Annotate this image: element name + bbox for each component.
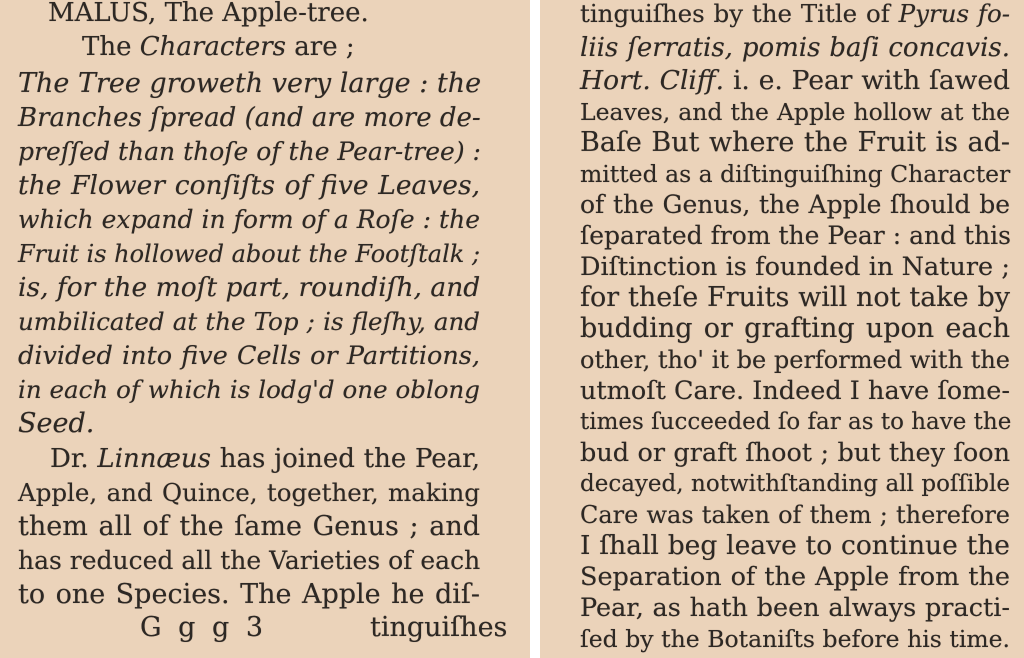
text-line: Diſtinction is founded in Nature ; bbox=[580, 252, 1010, 282]
characters-heading-suffix: are ; bbox=[286, 32, 355, 62]
author-name: Linnæus bbox=[97, 444, 212, 474]
description-line: Fruit is hollowed about the Footſtalk ; bbox=[18, 240, 481, 268]
text-line: times ſucceeded ſo far as to have the bbox=[580, 409, 1012, 435]
entry-title: MALUS, The Apple-tree. bbox=[48, 0, 369, 28]
text-line: for theſe Fruits will not take by bbox=[580, 282, 1010, 313]
text-line: other, tho' it be performed with the bbox=[580, 346, 1010, 374]
paragraph-line: Apple, and Quince, together, making bbox=[18, 478, 480, 507]
text-line: decayed, notwithſtanding all poſſible bbox=[580, 471, 1010, 497]
latin-title-part: Pyrus fo- bbox=[898, 0, 1010, 28]
text-line: Pear, as hath been always practi- bbox=[580, 593, 1010, 623]
text-line: bud or graft ſhoot ; but they ſoon bbox=[580, 438, 1010, 468]
paragraph-line-prefix: Dr. bbox=[50, 444, 98, 474]
text-line: mitted as a diſtinguiſhing Character bbox=[580, 160, 1011, 188]
text-line-prefix: tinguiſhes by the Title of bbox=[580, 0, 899, 28]
text-line: liis ſerratis, pomis baſi concavis. bbox=[580, 33, 1010, 63]
text-line: Baſe But where the Fruit is ad- bbox=[580, 127, 1010, 158]
description-line: divided into five Cells or Partitions, bbox=[18, 341, 480, 371]
description-line: umbilicated at the Top ; is fleſhy, and bbox=[18, 307, 480, 336]
description-line: the Flower conſiſts of five Leaves, bbox=[18, 170, 480, 201]
characters-heading-italic: Characters bbox=[139, 32, 286, 62]
page-gutter bbox=[530, 0, 540, 658]
description-line: in each of which is lodg'd one oblong bbox=[18, 375, 480, 404]
description-line: Branches ſpread (and are more de- bbox=[18, 103, 481, 133]
text-line bbox=[580, 65, 1010, 97]
description-line: Seed. bbox=[18, 408, 95, 439]
paragraph-line: has reduced all the Varieties of each bbox=[18, 546, 481, 575]
characters-heading-prefix: The bbox=[82, 32, 140, 62]
paragraph-line-suffix: has joined the Pear, bbox=[211, 444, 480, 474]
text-line: of the Genus, the Apple ſhould be bbox=[580, 190, 1010, 219]
description-line: which expand in form of a Roſe : the bbox=[18, 205, 480, 234]
text-line: budding or grafting upon each bbox=[580, 313, 1010, 344]
description-line: The Tree groweth very large : the bbox=[18, 68, 482, 99]
signature-mark: G g g 3 bbox=[140, 612, 268, 643]
text-line: Separation of the Apple from the bbox=[580, 562, 1010, 592]
text-line-suffix: i. e. Pear with ſawed bbox=[724, 65, 1010, 96]
description-line: preſſed than thoſe of the Pear-tree) : bbox=[18, 137, 481, 166]
catchword: tinguiſhes bbox=[370, 612, 508, 643]
paragraph-line: to one Species. The Apple he diſ- bbox=[18, 579, 480, 610]
text-line: I ſhall beg leave to continue the bbox=[580, 530, 1010, 561]
text-line: utmoſt Care. Indeed I have ſome- bbox=[580, 376, 1010, 406]
text-line: Leaves, and the Apple hollow at the bbox=[580, 98, 1010, 126]
paragraph-line bbox=[50, 443, 480, 475]
paragraph-line: them all of the ſame Genus ; and bbox=[18, 511, 480, 542]
text-line: Care was taken of them ; therefore bbox=[580, 501, 1010, 529]
text-line bbox=[580, 0, 1010, 30]
description-line: is, for the moſt part, roundiſh, and bbox=[18, 272, 481, 303]
text-line: ſeparated from the Pear : and this bbox=[580, 221, 1011, 250]
text-line: ſed by the Botaniſts before his time. bbox=[580, 625, 1010, 653]
characters-heading bbox=[82, 31, 355, 63]
citation: Hort. Cliff. bbox=[580, 65, 725, 96]
right-page bbox=[540, 0, 1024, 658]
